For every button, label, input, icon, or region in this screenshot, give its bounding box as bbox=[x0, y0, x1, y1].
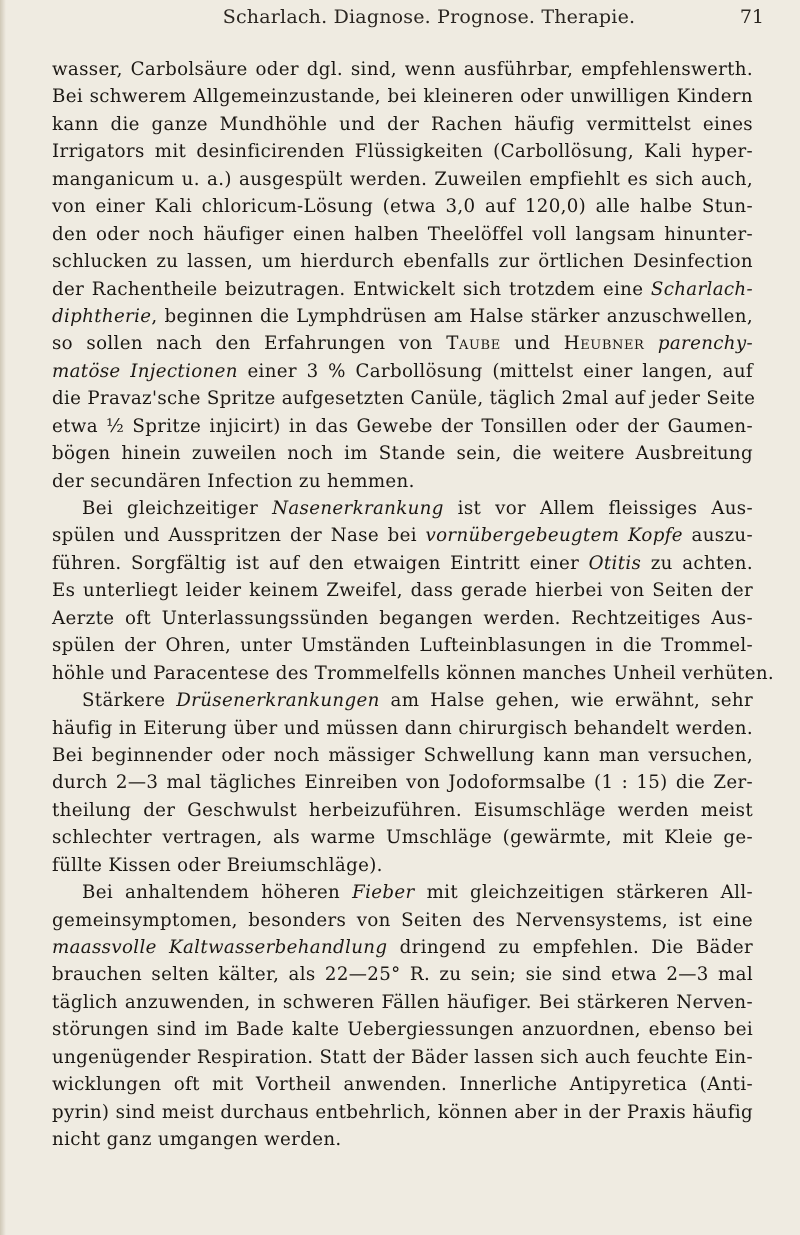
italic-text: parenchy- bbox=[657, 333, 753, 355]
text-line bbox=[52, 193, 753, 220]
text-segment: ungenügender Respiration. Statt der Bäder lassen sich auch feuchte Ein- bbox=[52, 1046, 753, 1068]
text-segment: häufig in Eiterung über und müssen dann chirurgisch behandelt werden. bbox=[52, 717, 753, 739]
text-segment: pyrin) sind meist durchaus entbehrlich, können aber in der Praxis häufig bbox=[52, 1101, 753, 1123]
text-segment: mit gleichzeitigen stärkeren All- bbox=[414, 882, 753, 904]
text-line bbox=[52, 824, 753, 851]
text-segment: die Pravaz'sche Spritze aufgesetzten Canüle, täglich 2mal auf jeder Seite bbox=[52, 388, 756, 410]
text-segment: Stärkere bbox=[82, 690, 177, 712]
text-segment: theilung der Geschwulst herbeizuführen. Eisumschläge werden meist bbox=[52, 799, 753, 821]
small-caps-name: Taube bbox=[446, 333, 501, 355]
text-line bbox=[52, 111, 753, 138]
text-line bbox=[52, 385, 756, 412]
text-line bbox=[52, 522, 753, 549]
text-line bbox=[52, 907, 753, 934]
text-line bbox=[52, 495, 753, 522]
text-line bbox=[52, 577, 753, 604]
text-segment: wicklungen oft mit Vortheil anwenden. Innerliche Antipyretica (Anti- bbox=[52, 1074, 753, 1096]
text-line bbox=[52, 221, 753, 248]
text-line bbox=[52, 1126, 753, 1153]
text-line bbox=[52, 248, 753, 275]
text-line bbox=[52, 468, 753, 495]
italic-text: Scharlach- bbox=[650, 278, 753, 300]
text-segment: störungen sind im Bade kalte Uebergiessungen anzuordnen, ebenso bei bbox=[52, 1019, 753, 1041]
text-segment: Bei anhaltendem höheren bbox=[82, 882, 353, 904]
text-line bbox=[52, 303, 753, 330]
page-number: 71 bbox=[739, 6, 764, 28]
text-line bbox=[52, 276, 753, 303]
text-segment bbox=[644, 333, 657, 354]
binding-edge bbox=[0, 0, 6, 1235]
text-line bbox=[52, 413, 753, 440]
text-segment: Bei beginnender oder noch mässiger Schwellung kann man versuchen, bbox=[52, 744, 753, 766]
text-segment: brauchen selten kälter, als 22—25° R. zu sein; sie sind etwa 2—3 mal bbox=[52, 964, 753, 986]
text-line bbox=[52, 852, 753, 879]
text-segment: schlucken zu lassen, um hierdurch ebenfalls zur örtlichen Desinfection bbox=[52, 251, 753, 273]
text-line bbox=[52, 934, 753, 961]
text-segment: täglich anzuwenden, in schweren Fällen häufiger. Bei stärkeren Nerven- bbox=[52, 991, 753, 1013]
text-segment: nicht ganz umgangen werden. bbox=[52, 1129, 342, 1151]
text-segment: Es unterliegt leider keinem Zweifel, dass gerade hierbei von Seiten der bbox=[52, 580, 753, 602]
text-segment: der Rachentheile beizutragen. Entwickelt sich trotzdem eine bbox=[52, 278, 651, 300]
text-segment: der secundären Infection zu hemmen. bbox=[52, 470, 415, 492]
text-line bbox=[52, 632, 753, 659]
text-segment: Bei gleichzeitiger bbox=[82, 498, 273, 519]
text-segment: spülen der Ohren, unter Umständen Lufteinblasungen in die Trommel- bbox=[52, 635, 753, 657]
text-segment: füllte Kissen oder Breiumschläge). bbox=[52, 854, 383, 876]
italic-text: Drüsenerkrankungen bbox=[176, 690, 380, 712]
text-segment: Aerzte oft Unterlassungssünden begangen werden. Rechtzeitiges Aus- bbox=[52, 607, 753, 629]
body-text bbox=[52, 56, 775, 1154]
text-segment: , beginnen die Lymphdrüsen am Halse stärker anzuschwellen, bbox=[151, 305, 753, 327]
text-segment: von einer Kali chloricum-Lösung (etwa 3,0 auf 120,0) alle halbe Stun- bbox=[52, 196, 753, 218]
text-segment: so sollen nach den Erfahrungen von bbox=[52, 333, 447, 355]
italic-text: diphtherie bbox=[52, 305, 152, 327]
text-segment: und bbox=[500, 333, 564, 355]
text-segment: einer 3 % Carbollösung (mittelst einer langen, auf bbox=[237, 360, 753, 382]
text-line bbox=[52, 358, 753, 385]
italic-text: Nasenerkrankung bbox=[272, 498, 444, 519]
text-segment: wasser, Carbolsäure oder dgl. sind, wenn ausführbar, empfehlenswerth. bbox=[52, 59, 753, 80]
text-segment: höhle und Paracentese des Trommelfells können manches Unheil verhüten. bbox=[52, 662, 775, 684]
text-line bbox=[52, 1099, 753, 1126]
running-head-title: Scharlach. Diagnose. Prognose. Therapie. bbox=[222, 6, 636, 28]
text-line bbox=[52, 440, 753, 467]
text-segment: Irrigators mit desinficirenden Flüssigkeiten (Carbollösung, Kali hyper- bbox=[52, 141, 753, 163]
text-segment: dringend zu empfehlen. Die Bäder bbox=[387, 937, 753, 958]
text-segment: etwa ½ Spritze injicirt) in das Gewebe der Tonsillen oder der Gaumen- bbox=[52, 415, 753, 437]
text-segment: schlechter vertragen, als warme Umschläge (gewärmte, mit Kleie ge- bbox=[52, 827, 753, 849]
text-line bbox=[52, 83, 753, 110]
italic-text: vornübergebeugtem Kopfe bbox=[425, 525, 683, 547]
text-line bbox=[52, 1044, 753, 1071]
italic-text: Fieber bbox=[352, 882, 415, 904]
text-line bbox=[52, 166, 753, 193]
italic-text: matöse Injectionen bbox=[52, 360, 238, 382]
text-line bbox=[52, 769, 753, 796]
text-line bbox=[52, 989, 753, 1016]
text-line bbox=[52, 687, 753, 714]
text-line bbox=[52, 605, 753, 632]
text-line bbox=[52, 660, 775, 687]
small-caps-name: Heubner bbox=[563, 333, 645, 355]
text-segment: kann die ganze Mundhöhle und der Rachen häufig vermittelst eines bbox=[52, 113, 753, 135]
text-line bbox=[52, 1071, 753, 1098]
text-line bbox=[52, 742, 753, 769]
text-line bbox=[52, 715, 753, 742]
text-line bbox=[52, 138, 753, 165]
text-segment: spülen und Ausspritzen der Nase bei bbox=[52, 525, 426, 547]
text-segment: gemeinsymptomen, besonders von Seiten des Nervensystems, ist eine bbox=[52, 909, 753, 931]
text-segment: bögen hinein zuweilen noch im Stande sein, die weitere Ausbreitung bbox=[52, 443, 753, 465]
text-segment: durch 2—3 mal tägliches Einreiben von Jodoformsalbe (1 : 15) die Zer- bbox=[52, 772, 753, 794]
text-segment: Bei schwerem Allgemeinzustande, bei kleineren oder unwilligen Kindern bbox=[52, 86, 753, 108]
text-line bbox=[52, 1016, 753, 1043]
text-segment: am Halse gehen, wie erwähnt, sehr bbox=[379, 690, 753, 712]
italic-text: maassvolle Kaltwasserbehandlung bbox=[52, 937, 388, 958]
text-line bbox=[52, 550, 753, 577]
text-line bbox=[52, 330, 753, 357]
text-segment: führen. Sorgfältig ist auf den etwaigen Eintritt einer bbox=[52, 552, 589, 574]
text-segment: ist vor Allem fleissiges Aus- bbox=[443, 498, 753, 519]
italic-text: Otitis bbox=[588, 552, 642, 574]
running-head bbox=[94, 6, 764, 34]
text-segment: zu achten. bbox=[641, 552, 753, 574]
text-segment: manganicum u. a.) ausgespült werden. Zuweilen empfiehlt es sich auch, bbox=[52, 168, 753, 190]
text-line bbox=[52, 961, 753, 988]
text-line bbox=[52, 879, 753, 906]
text-segment: den oder noch häufiger einen halben Theelöffel voll langsam hinunter- bbox=[52, 223, 753, 245]
text-segment: auszu- bbox=[682, 525, 753, 547]
text-line bbox=[52, 56, 753, 83]
text-line bbox=[52, 797, 753, 824]
